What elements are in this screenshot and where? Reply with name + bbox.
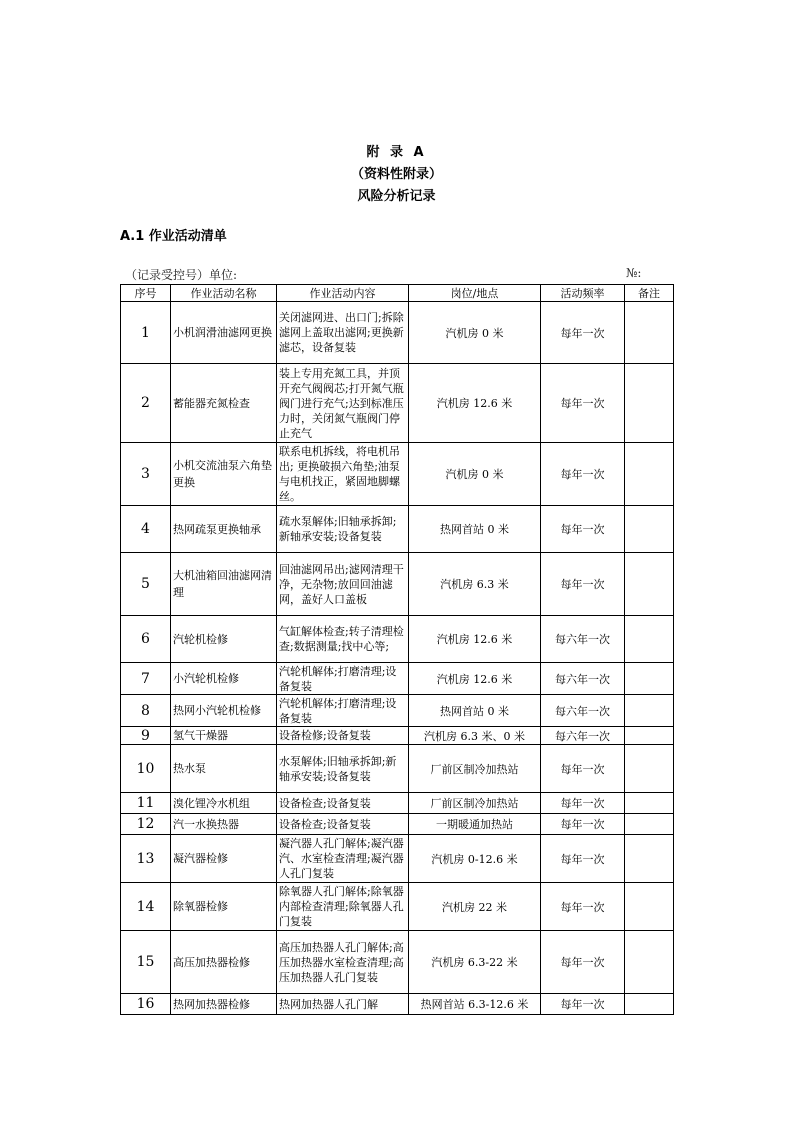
activity-remark [625,793,674,814]
activity-location: 热网首站 0 米 [409,506,541,553]
row-number: 6 [121,616,171,663]
activity-frequency: 每年一次 [541,793,625,814]
activity-location: 热网首站 0 米 [409,695,541,727]
activity-location: 热网首站 6.3-12.6 米 [409,994,541,1015]
row-number: 10 [121,745,171,793]
activity-frequency: 每六年一次 [541,695,625,727]
activity-content: 回油滤网吊出;滤网清理干净，无杂物;放回回油滤网，盖好人口盖板 [277,553,409,616]
activity-content: 热网加热器人孔门解 [277,994,409,1015]
row-number: 2 [121,364,171,443]
activity-location: 汽机房 0 米 [409,443,541,506]
activity-name: 溴化锂冷水机组 [171,793,277,814]
activity-frequency: 每年一次 [541,443,625,506]
row-number: 13 [121,835,171,883]
activity-content: 凝汽器人孔门解体;凝汽器汽、水室检查清理;凝汽器人孔门复装 [277,835,409,883]
activity-name: 大机油箱回油滤网清理 [171,553,277,616]
activity-name: 热水泵 [171,745,277,793]
table-row [121,663,674,695]
activity-name: 高压加热器检修 [171,931,277,994]
activity-remark [625,506,674,553]
activity-content: 设备检修;设备复装 [277,727,409,745]
activity-frequency: 每年一次 [541,745,625,793]
activity-location: 汽机房 12.6 米 [409,364,541,443]
activity-content: 汽轮机解体;打磨清理;设备复装 [277,695,409,727]
activity-content: 关闭滤网进、出口门;拆除滤网上盖取出滤网;更换新滤芯，设备复装 [277,302,409,364]
activity-location: 汽机房 6.3 米 [409,553,541,616]
activity-name: 氢气干燥器 [171,727,277,745]
activity-name: 汽一水换热器 [171,814,277,835]
activity-frequency: 每年一次 [541,506,625,553]
table-header-row [121,285,674,302]
row-number: 11 [121,793,171,814]
activity-content: 高压加热器人孔门解体;高压加热器水室检查清理;高压加热器人孔门复装 [277,931,409,994]
column-header-content: 作业活动内容 [277,285,409,302]
activity-location: 一期暖通加热站 [409,814,541,835]
activity-frequency: 每六年一次 [541,727,625,745]
row-number: 16 [121,994,171,1015]
activity-frequency: 每年一次 [541,553,625,616]
activity-remark [625,835,674,883]
activity-remark [625,663,674,695]
activity-content: 除氧器人孔门解体;除氧器内部检查清理;除氧器人孔门复装 [277,883,409,931]
activity-remark [625,994,674,1015]
activity-remark [625,616,674,663]
activity-frequency: 每年一次 [541,364,625,443]
table-row [121,793,674,814]
row-number: 12 [121,814,171,835]
activity-name: 热网疏泵更换轴承 [171,506,277,553]
record-control-line: （记录受控号）单位: [125,268,238,282]
activity-remark [625,364,674,443]
row-number: 15 [121,931,171,994]
appendix-subtitle: （资料性附录） [350,167,442,182]
table-row [121,506,674,553]
activity-location: 汽机房 6.3 米、0 米 [409,727,541,745]
activity-content: 水泵解体;旧轴承拆卸;新轴承安装;设备复装 [277,745,409,793]
activity-location: 汽机房 22 米 [409,883,541,931]
row-number: 7 [121,663,171,695]
row-number: 1 [121,302,171,364]
activity-location: 汽机房 12.6 米 [409,616,541,663]
activity-content: 设备检查;设备复装 [277,793,409,814]
activity-name: 除氧器检修 [171,883,277,931]
appendix-title: 附 录 A [366,145,427,160]
column-header-frequency: 活动频率 [541,285,625,302]
activity-remark [625,727,674,745]
activity-remark [625,883,674,931]
table-row [121,364,674,443]
activity-content: 疏水泵解体;旧轴承拆卸;新轴承安装;设备复装 [277,506,409,553]
activity-remark [625,302,674,364]
table-row [121,745,674,793]
table-row [121,883,674,931]
activity-name: 热网小汽轮机检修 [171,695,277,727]
table-row [121,835,674,883]
column-header-location: 岗位/地点 [409,285,541,302]
activity-remark [625,443,674,506]
activity-name: 小汽轮机检修 [171,663,277,695]
activity-location: 汽机房 0 米 [409,302,541,364]
table-row [121,616,674,663]
document-title: 风险分析记录 [357,189,436,204]
activity-remark [625,814,674,835]
record-number-label: №: [626,266,642,280]
activity-remark [625,745,674,793]
activity-content: 气缸解体检查;转子清理检查;数据测量;找中心等; [277,616,409,663]
activity-name: 小机交流油泵六角垫更换 [171,443,277,506]
row-number: 9 [121,727,171,745]
table-row [121,931,674,994]
row-number: 4 [121,506,171,553]
activity-content: 联系电机拆线，将电机吊出; 更换破损六角垫;油泵与电机找正，紧固地脚螺丝。 [277,443,409,506]
table-row [121,727,674,745]
activity-frequency: 每六年一次 [541,616,625,663]
activity-remark [625,553,674,616]
activity-name: 小机润滑油滤网更换 [171,302,277,364]
activity-location: 厂前区制冷加热站 [409,793,541,814]
activity-frequency: 每六年一次 [541,663,625,695]
section-title: A.1 作业活动清单 [120,229,227,244]
activity-name: 蓄能器充氮检查 [171,364,277,443]
activity-location: 汽机房 0-12.6 米 [409,835,541,883]
activity-location: 厂前区制冷加热站 [409,745,541,793]
activity-frequency: 每年一次 [541,302,625,364]
activity-content: 设备检查;设备复装 [277,814,409,835]
table-row [121,994,674,1015]
table-row [121,443,674,506]
activity-frequency: 每年一次 [541,814,625,835]
activity-name: 汽轮机检修 [171,616,277,663]
row-number: 8 [121,695,171,727]
activity-content: 装上专用充氮工具，并顶开充气阀阀芯;打开氮气瓶阀门进行充气;达到标准压力时，关闭氮气瓶阀门停止充气 [277,364,409,443]
activity-table [120,284,674,1015]
table-row [121,302,674,364]
row-number: 5 [121,553,171,616]
row-number: 3 [121,443,171,506]
activity-content: 汽轮机解体;打磨清理;设备复装 [277,663,409,695]
activity-name: 热网加热器检修 [171,994,277,1015]
column-header-name: 作业活动名称 [171,285,277,302]
activity-frequency: 每年一次 [541,994,625,1015]
activity-frequency: 每年一次 [541,931,625,994]
activity-remark [625,695,674,727]
activity-remark [625,931,674,994]
table-row [121,553,674,616]
activity-location: 汽机房 6.3-22 米 [409,931,541,994]
column-header-remark: 备注 [625,285,674,302]
activity-name: 凝汽器检修 [171,835,277,883]
column-header-no: 序号 [121,285,171,302]
activity-frequency: 每年一次 [541,835,625,883]
row-number: 14 [121,883,171,931]
table-row [121,695,674,727]
table-row [121,814,674,835]
activity-frequency: 每年一次 [541,883,625,931]
activity-location: 汽机房 12.6 米 [409,663,541,695]
